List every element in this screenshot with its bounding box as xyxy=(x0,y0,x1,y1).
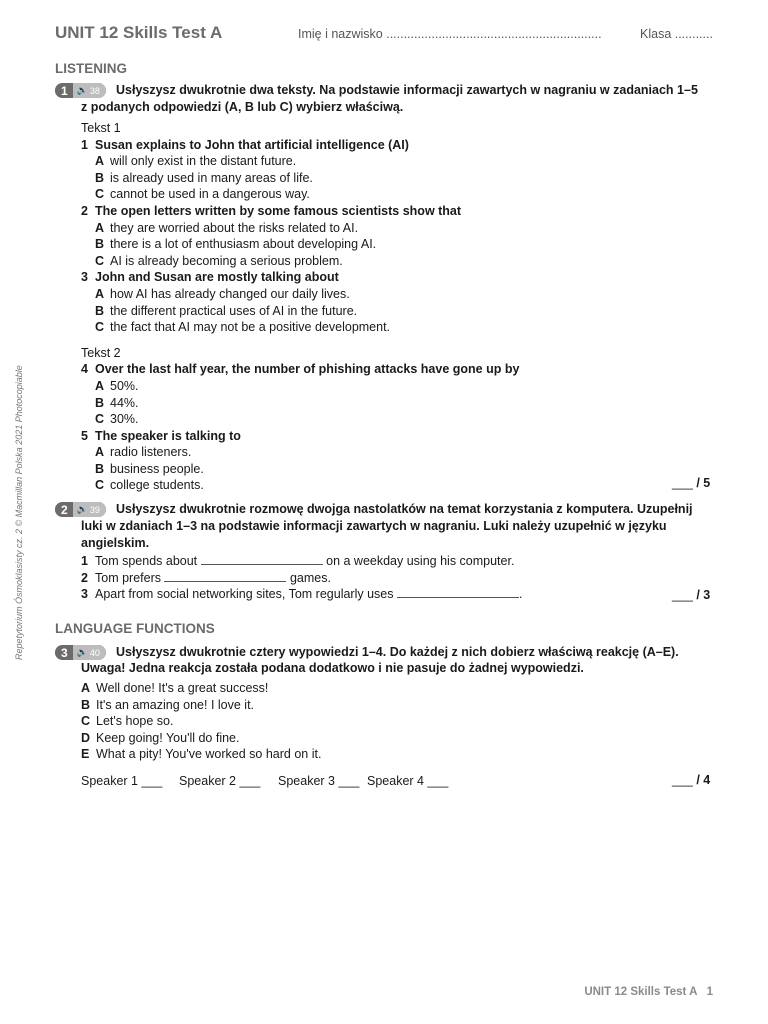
question-5: 5 The speaker is talking to xyxy=(81,428,241,443)
page-footer: UNIT 12 Skills Test A 1 xyxy=(584,986,713,998)
speaker-answers xyxy=(81,773,448,790)
exercise-3-badge xyxy=(55,645,106,660)
exercise-1-instruction-line2: z podanych odpowiedzi (A, B lub C) wybierz właściwą. xyxy=(81,100,404,114)
question-5-option-b: B business people. xyxy=(95,461,204,476)
question-3-option-b: B the different practical uses of AI in the future. xyxy=(95,303,358,318)
gap-item-1: 1 Tom spends about on a weekday using his computer. xyxy=(81,554,515,568)
answer-gap[interactable] xyxy=(164,570,286,582)
question-4: 4 Over the last half year, the number of phishing attacks have gone up by xyxy=(81,362,520,377)
exercise-2-instruction-line3: angielskim. xyxy=(81,536,150,550)
question-2-option-c: C AI is already becoming a serious problem. xyxy=(95,253,343,268)
exercise-3-options xyxy=(81,680,321,763)
audio-track: 🔈 40 xyxy=(73,645,106,660)
question-2: 2 The open letters written by some famous scientists show that xyxy=(81,203,462,218)
exercise-number: 2 xyxy=(55,503,73,517)
exercise-2-badge xyxy=(55,502,106,517)
reaction-option-e: E What a pity! You've worked so hard on it. xyxy=(81,747,322,762)
reaction-option-c: C Let's hope so. xyxy=(81,714,174,729)
question-5-option-a: A radio listeners. xyxy=(95,445,192,460)
question-1: 1 Susan explains to John that artificial intelligence (AI) xyxy=(81,137,409,152)
speaker-3-answer[interactable]: Speaker 3 ___ xyxy=(278,774,360,788)
exercise-2-items xyxy=(81,553,522,603)
copyright-note: Repetytorium Ósmoklasisty cz. 2 © Macmillan Polska 2021 Photocopiable xyxy=(14,365,24,660)
speaker-icon: 🔈 xyxy=(76,85,88,95)
question-2-option-a: A they are worried about the risks related to AI. xyxy=(95,220,359,235)
exercise-2-score: ___ / 3 xyxy=(672,588,711,602)
speaker-4-answer[interactable]: Speaker 4 ___ xyxy=(367,774,449,788)
exercise-2-instruction-line1: Usłyszysz dwukrotnie rozmowę dwojga nastolatków na temat korzystania z komputera. Uzupełnij xyxy=(116,502,693,516)
exercise-3-score: ___ / 4 xyxy=(672,773,711,787)
answer-gap[interactable] xyxy=(201,553,323,565)
exercise-3-instruction-line2: Uwaga! Jedna reakcja została podana dodatkowo i nie pasuje do żadnej wypowiedzi. xyxy=(81,661,584,675)
gap-item-2: 2 Tom prefers games. xyxy=(81,570,331,585)
gap-item-3: 3 Apart from social networking sites, Tom regularly uses . xyxy=(81,587,523,602)
text-1-label: Tekst 1 xyxy=(81,121,121,135)
question-4-option-b: B 44%. xyxy=(95,395,139,410)
answer-gap[interactable] xyxy=(397,586,519,598)
name-field-label: Imię i nazwisko .............................................................. xyxy=(298,27,602,41)
exercise-1-instruction-line1: Usłyszysz dwukrotnie dwa teksty. Na podstawie informacji zawartych w nagraniu w zadaniach 1–5 xyxy=(116,83,698,97)
language-functions-section-title: LANGUAGE FUNCTIONS xyxy=(55,621,215,636)
question-1-option-c: C cannot be used in a dangerous way. xyxy=(95,187,310,202)
reaction-option-d: D Keep going! You'll do fine. xyxy=(81,730,240,745)
question-3-option-c: C the fact that AI may not be a positive development. xyxy=(95,320,391,335)
question-3: 3 John and Susan are mostly talking about xyxy=(81,270,339,285)
speaker-2-answer[interactable]: Speaker 2 ___ xyxy=(179,774,261,788)
question-1-option-b: B is already used in many areas of life. xyxy=(95,170,313,185)
audio-track: 🔈 39 xyxy=(73,502,106,517)
speaker-icon: 🔈 xyxy=(76,504,88,514)
question-5-option-c: C college students. xyxy=(95,478,204,493)
text-2-label: Tekst 2 xyxy=(81,345,121,360)
question-4-option-c: C 30%. xyxy=(95,412,139,427)
audio-track: 🔈 38 xyxy=(73,83,106,98)
exercise-1-score: ___ / 5 xyxy=(672,476,711,490)
exercise-number: 1 xyxy=(55,84,73,98)
exercise-1-badge xyxy=(55,83,106,98)
question-2-option-b: B there is a lot of enthusiasm about developing AI. xyxy=(95,237,377,252)
question-4-option-a: A 50%. xyxy=(95,378,139,393)
listening-section-title: LISTENING xyxy=(55,61,128,76)
question-1-option-a: A will only exist in the distant future. xyxy=(95,154,297,169)
page-title: UNIT 12 Skills Test A xyxy=(55,23,223,42)
exercise-3-instruction-line1: Usłyszysz dwukrotnie cztery wypowiedzi 1–4. Do każdej z nich dobierz właściwą reakcję (A–E). xyxy=(116,645,679,659)
exercise-2-instruction-line2: luki w zdaniach 1–3 na podstawie informacji zawartych w nagraniu. Luki należy uzupełnić w języku xyxy=(81,519,667,533)
reaction-option-b: B It's an amazing one! I love it. xyxy=(81,697,255,712)
exercise-1-content xyxy=(81,120,519,494)
reaction-option-a: A Well done! It's a great success! xyxy=(81,681,269,695)
speaker-1-answer[interactable]: Speaker 1 ___ xyxy=(81,774,163,788)
speaker-icon: 🔈 xyxy=(76,647,88,657)
exercise-number: 3 xyxy=(55,646,73,660)
question-3-option-a: A how AI has already changed our daily lives. xyxy=(95,286,350,301)
class-field-label: Klasa ........... xyxy=(640,27,713,41)
